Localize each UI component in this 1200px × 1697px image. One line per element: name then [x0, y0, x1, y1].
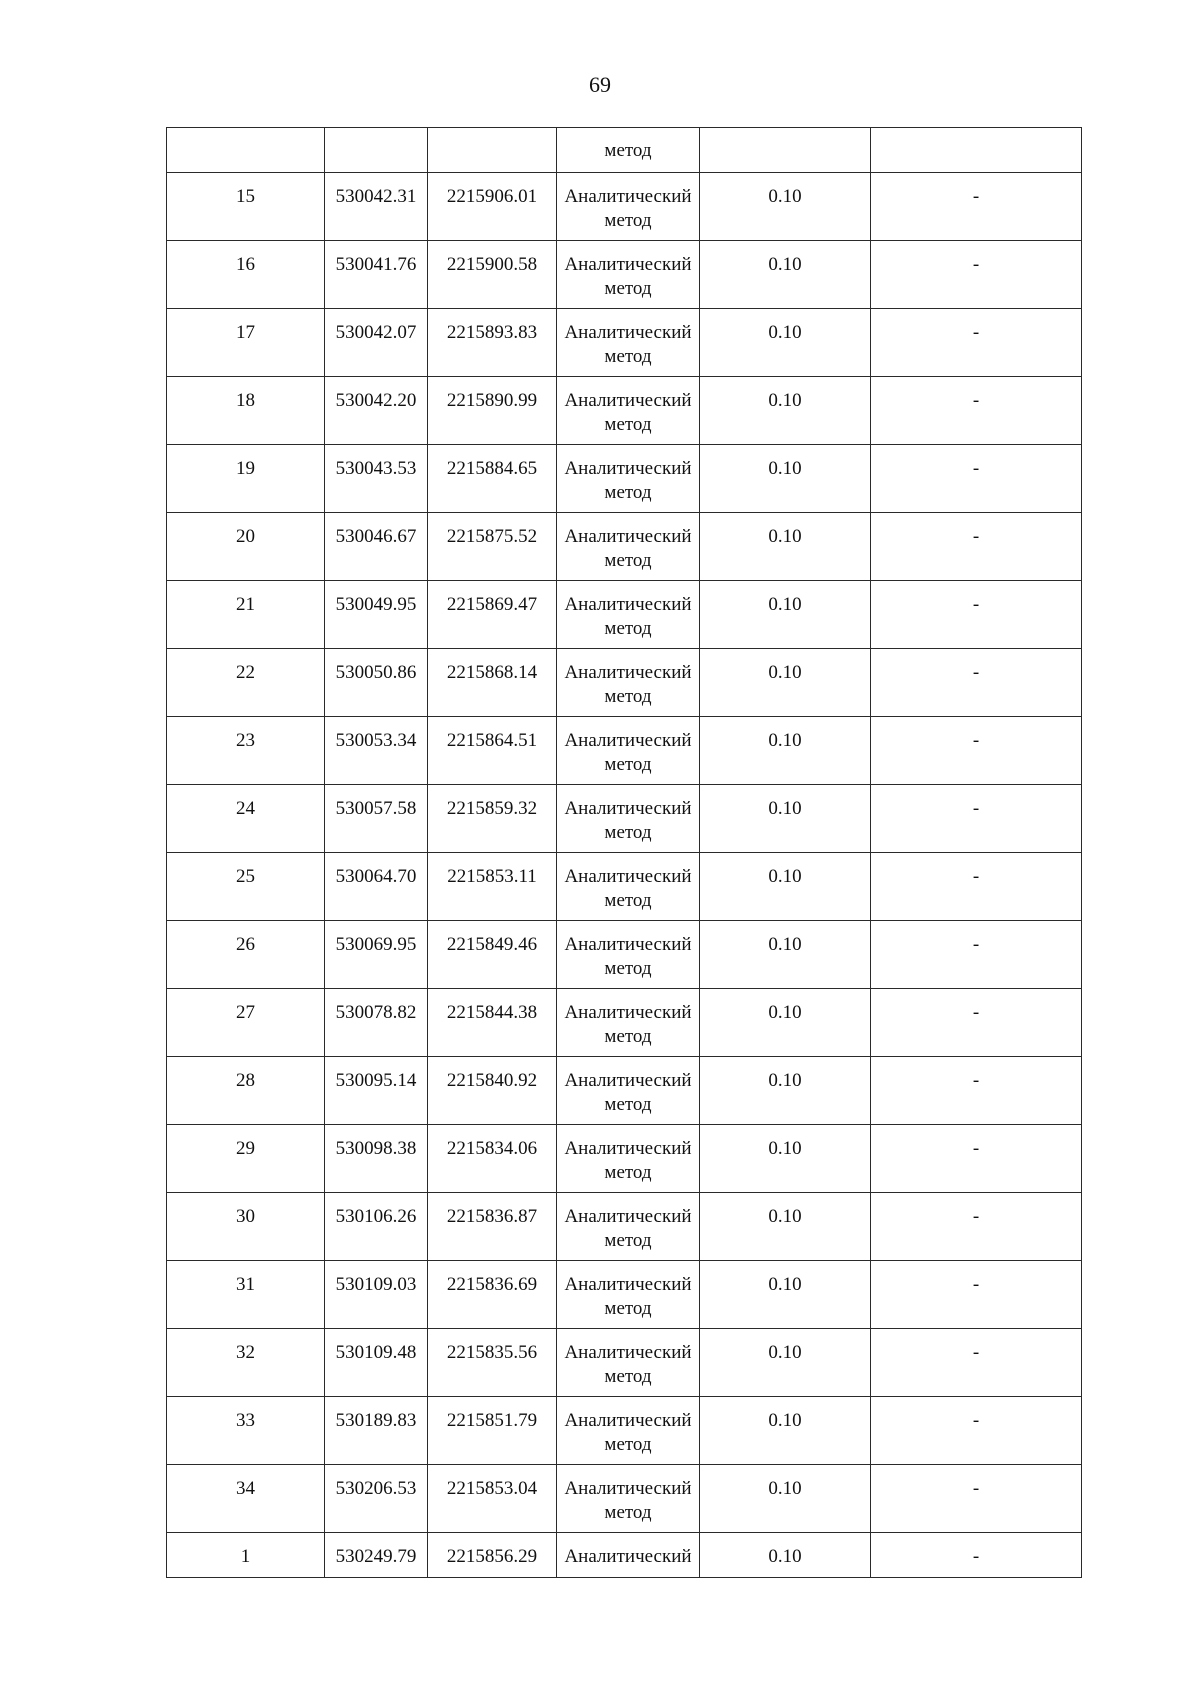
- cell-y: 2215856.29: [428, 1533, 557, 1578]
- cell-y: 2215906.01: [428, 173, 557, 241]
- cell-y: 2215890.99: [428, 377, 557, 445]
- cell-point: 32: [167, 1329, 325, 1397]
- method-line-1: Аналитический: [564, 254, 692, 275]
- cell-accuracy: 0.10: [700, 989, 871, 1057]
- cell-x: 530106.26: [325, 1193, 428, 1261]
- cell-accuracy: 0.10: [700, 649, 871, 717]
- cell-accuracy: 0.10: [700, 309, 871, 377]
- method-line-2: метод: [604, 482, 652, 503]
- cell-x: 530046.67: [325, 513, 428, 581]
- method-line-1: Аналитический: [564, 1002, 692, 1023]
- cell-method: [557, 1261, 700, 1329]
- method-line-1: Аналитический: [564, 526, 692, 547]
- method-line-1: Аналитический: [564, 390, 692, 411]
- method-line-2: метод: [604, 1298, 652, 1319]
- cell-method: [557, 513, 700, 581]
- table-row: [167, 241, 1082, 309]
- method-line-2: метод: [604, 278, 652, 299]
- method-line-1: Аналитический: [564, 1206, 692, 1227]
- cell-y: 2215869.47: [428, 581, 557, 649]
- cell-accuracy: 0.10: [700, 853, 871, 921]
- method-line-2: метод: [604, 1366, 652, 1387]
- cell-x: 530042.07: [325, 309, 428, 377]
- method-line-1: Аналитический: [564, 1070, 692, 1091]
- cell-point: 15: [167, 173, 325, 241]
- cell-y: 2215853.04: [428, 1465, 557, 1533]
- table-row: [167, 1261, 1082, 1329]
- table-row: [167, 1465, 1082, 1533]
- cell-method: [557, 649, 700, 717]
- cell-y: 2215884.65: [428, 445, 557, 513]
- cell-point: 16: [167, 241, 325, 309]
- cell-point: 21: [167, 581, 325, 649]
- table-row: [167, 1125, 1082, 1193]
- cell-note: -: [871, 1465, 1082, 1533]
- method-line-2: метод: [604, 1162, 652, 1183]
- cell-x: 530050.86: [325, 649, 428, 717]
- cell-x: 530206.53: [325, 1465, 428, 1533]
- cell-point: 26: [167, 921, 325, 989]
- cell-method: [557, 173, 700, 241]
- cell-x: 530095.14: [325, 1057, 428, 1125]
- cell-method: [557, 1465, 700, 1533]
- cell-x: 530064.70: [325, 853, 428, 921]
- cell-x: 530189.83: [325, 1397, 428, 1465]
- method-line-1: Аналитический: [564, 186, 692, 207]
- cell-x: 530078.82: [325, 989, 428, 1057]
- cell-y: 2215875.52: [428, 513, 557, 581]
- cell-x: 530249.79: [325, 1533, 428, 1578]
- cell-note: -: [871, 853, 1082, 921]
- cell-y: 2215834.06: [428, 1125, 557, 1193]
- cell-x: 530053.34: [325, 717, 428, 785]
- cell-note: -: [871, 513, 1082, 581]
- cell-note: -: [871, 173, 1082, 241]
- cell-note: -: [871, 649, 1082, 717]
- cell-note: [871, 128, 1082, 173]
- cell-x: [325, 128, 428, 173]
- cell-point: 28: [167, 1057, 325, 1125]
- cell-accuracy: 0.10: [700, 785, 871, 853]
- cell-x: 530043.53: [325, 445, 428, 513]
- table-row: [167, 513, 1082, 581]
- table-row: [167, 445, 1082, 513]
- cell-accuracy: 0.10: [700, 445, 871, 513]
- cell-method: [557, 785, 700, 853]
- cell-note: -: [871, 1397, 1082, 1465]
- cell-y: 2215853.11: [428, 853, 557, 921]
- cell-y: 2215836.69: [428, 1261, 557, 1329]
- cell-accuracy: 0.10: [700, 1125, 871, 1193]
- coordinates-table: [166, 127, 1082, 1578]
- method-line-1: Аналитический: [564, 1138, 692, 1159]
- cell-method: [557, 1057, 700, 1125]
- cell-x: 530057.58: [325, 785, 428, 853]
- cell-note: -: [871, 309, 1082, 377]
- cell-accuracy: 0.10: [700, 1329, 871, 1397]
- table-row: [167, 921, 1082, 989]
- cell-accuracy: 0.10: [700, 1397, 871, 1465]
- cell-point: 33: [167, 1397, 325, 1465]
- cell-method: [557, 853, 700, 921]
- method-line-2: метод: [604, 822, 652, 843]
- cell-accuracy: 0.10: [700, 717, 871, 785]
- cell-point: 25: [167, 853, 325, 921]
- method-line-1: Аналитический: [564, 458, 692, 479]
- method-line-1: Аналитический: [564, 1342, 692, 1363]
- page-number: 69: [589, 72, 611, 97]
- method-line-2: метод: [604, 1230, 652, 1251]
- cell-x: 530069.95: [325, 921, 428, 989]
- method-line-2: метод: [604, 1094, 652, 1115]
- method-line-2: метод: [604, 346, 652, 367]
- method-line-1: Аналитический: [564, 1410, 692, 1431]
- cell-method: [557, 717, 700, 785]
- cell-y: 2215844.38: [428, 989, 557, 1057]
- cell-note: -: [871, 377, 1082, 445]
- cell-method: [557, 581, 700, 649]
- method-line-2: метод: [604, 1434, 652, 1455]
- table-row-continuation: [167, 128, 1082, 173]
- cell-point: 20: [167, 513, 325, 581]
- method-line-2: метод: [604, 1502, 652, 1523]
- cell-y: 2215864.51: [428, 717, 557, 785]
- method-line-1: Аналитический: [564, 866, 692, 887]
- method-line-1: Аналитический: [564, 1478, 692, 1499]
- cell-method: [557, 989, 700, 1057]
- cell-method: [557, 921, 700, 989]
- method-line-1: Аналитический: [564, 662, 692, 683]
- cell-y: 2215840.92: [428, 1057, 557, 1125]
- method-line-2: метод: [604, 550, 652, 571]
- cell-point: 18: [167, 377, 325, 445]
- cell-accuracy: 0.10: [700, 241, 871, 309]
- cell-x: 530109.03: [325, 1261, 428, 1329]
- cell-note: -: [871, 1125, 1082, 1193]
- method-line-1: Аналитический: [564, 322, 692, 343]
- cell-method: [557, 445, 700, 513]
- method-line-2: метод: [604, 1026, 652, 1047]
- cell-point: 30: [167, 1193, 325, 1261]
- cell-method: [557, 309, 700, 377]
- table-row: [167, 649, 1082, 717]
- cell-note: -: [871, 1057, 1082, 1125]
- method-line-1: Аналитический: [564, 934, 692, 955]
- cell-note: -: [871, 921, 1082, 989]
- table-row: [167, 717, 1082, 785]
- table-row: [167, 1329, 1082, 1397]
- table-row: [167, 377, 1082, 445]
- method-line-2: метод: [604, 754, 652, 775]
- cell-accuracy: 0.10: [700, 921, 871, 989]
- table-row: [167, 1057, 1082, 1125]
- cell-point: 19: [167, 445, 325, 513]
- cell-note: -: [871, 717, 1082, 785]
- method-line-2: метод: [604, 686, 652, 707]
- cell-point: 34: [167, 1465, 325, 1533]
- method-line-1: Аналитический: [564, 798, 692, 819]
- method-line-2: метод: [604, 958, 652, 979]
- cell-point: 29: [167, 1125, 325, 1193]
- cell-accuracy: 0.10: [700, 1057, 871, 1125]
- cell-y: 2215868.14: [428, 649, 557, 717]
- method-line-2: метод: [604, 890, 652, 911]
- cell-note: -: [871, 445, 1082, 513]
- cell-accuracy: 0.10: [700, 1261, 871, 1329]
- cell-x: 530098.38: [325, 1125, 428, 1193]
- cell-method: [557, 377, 700, 445]
- cell-accuracy: 0.10: [700, 1193, 871, 1261]
- cell-accuracy: [700, 128, 871, 173]
- cell-point: 31: [167, 1261, 325, 1329]
- cell-point: 17: [167, 309, 325, 377]
- coordinates-table-body: [167, 128, 1082, 1578]
- cell-method: [557, 1125, 700, 1193]
- cell-x: 530042.31: [325, 173, 428, 241]
- cell-y: 2215851.79: [428, 1397, 557, 1465]
- cell-y: [428, 128, 557, 173]
- cell-accuracy: 0.10: [700, 513, 871, 581]
- cell-method: [557, 1329, 700, 1397]
- cell-accuracy: 0.10: [700, 173, 871, 241]
- cell-note: -: [871, 1261, 1082, 1329]
- cell-point: [167, 128, 325, 173]
- table-row-last: [167, 1533, 1082, 1578]
- cell-point: 27: [167, 989, 325, 1057]
- cell-note: -: [871, 1533, 1082, 1578]
- cell-y: 2215836.87: [428, 1193, 557, 1261]
- table-row: [167, 1193, 1082, 1261]
- cell-note: -: [871, 1329, 1082, 1397]
- cell-y: 2215859.32: [428, 785, 557, 853]
- cell-method: метод: [557, 128, 700, 173]
- cell-method: [557, 241, 700, 309]
- method-line-2: метод: [604, 414, 652, 435]
- cell-x: 530049.95: [325, 581, 428, 649]
- cell-method: [557, 1193, 700, 1261]
- cell-accuracy: 0.10: [700, 581, 871, 649]
- cell-y: 2215893.83: [428, 309, 557, 377]
- table-row: [167, 173, 1082, 241]
- method-line-2: метод: [604, 618, 652, 639]
- cell-point: 1: [167, 1533, 325, 1578]
- cell-accuracy: 0.10: [700, 377, 871, 445]
- table-row: [167, 1397, 1082, 1465]
- method-line-1: Аналитический: [564, 730, 692, 751]
- cell-accuracy: 0.10: [700, 1465, 871, 1533]
- cell-point: 24: [167, 785, 325, 853]
- cell-x: 530109.48: [325, 1329, 428, 1397]
- cell-y: 2215835.56: [428, 1329, 557, 1397]
- cell-y: 2215849.46: [428, 921, 557, 989]
- table-row: [167, 785, 1082, 853]
- cell-point: 22: [167, 649, 325, 717]
- method-line-2: метод: [604, 210, 652, 231]
- cell-note: -: [871, 785, 1082, 853]
- cell-y: 2215900.58: [428, 241, 557, 309]
- method-line-1: Аналитический: [564, 594, 692, 615]
- table-row: [167, 309, 1082, 377]
- cell-note: -: [871, 241, 1082, 309]
- cell-point: 23: [167, 717, 325, 785]
- cell-note: -: [871, 581, 1082, 649]
- cell-x: 530041.76: [325, 241, 428, 309]
- cell-method: Аналитический: [557, 1533, 700, 1578]
- cell-method: [557, 1397, 700, 1465]
- cell-note: -: [871, 1193, 1082, 1261]
- cell-accuracy: 0.10: [700, 1533, 871, 1578]
- method-line-1: Аналитический: [564, 1274, 692, 1295]
- table-row: [167, 989, 1082, 1057]
- table-row: [167, 853, 1082, 921]
- cell-note: -: [871, 989, 1082, 1057]
- table-row: [167, 581, 1082, 649]
- cell-x: 530042.20: [325, 377, 428, 445]
